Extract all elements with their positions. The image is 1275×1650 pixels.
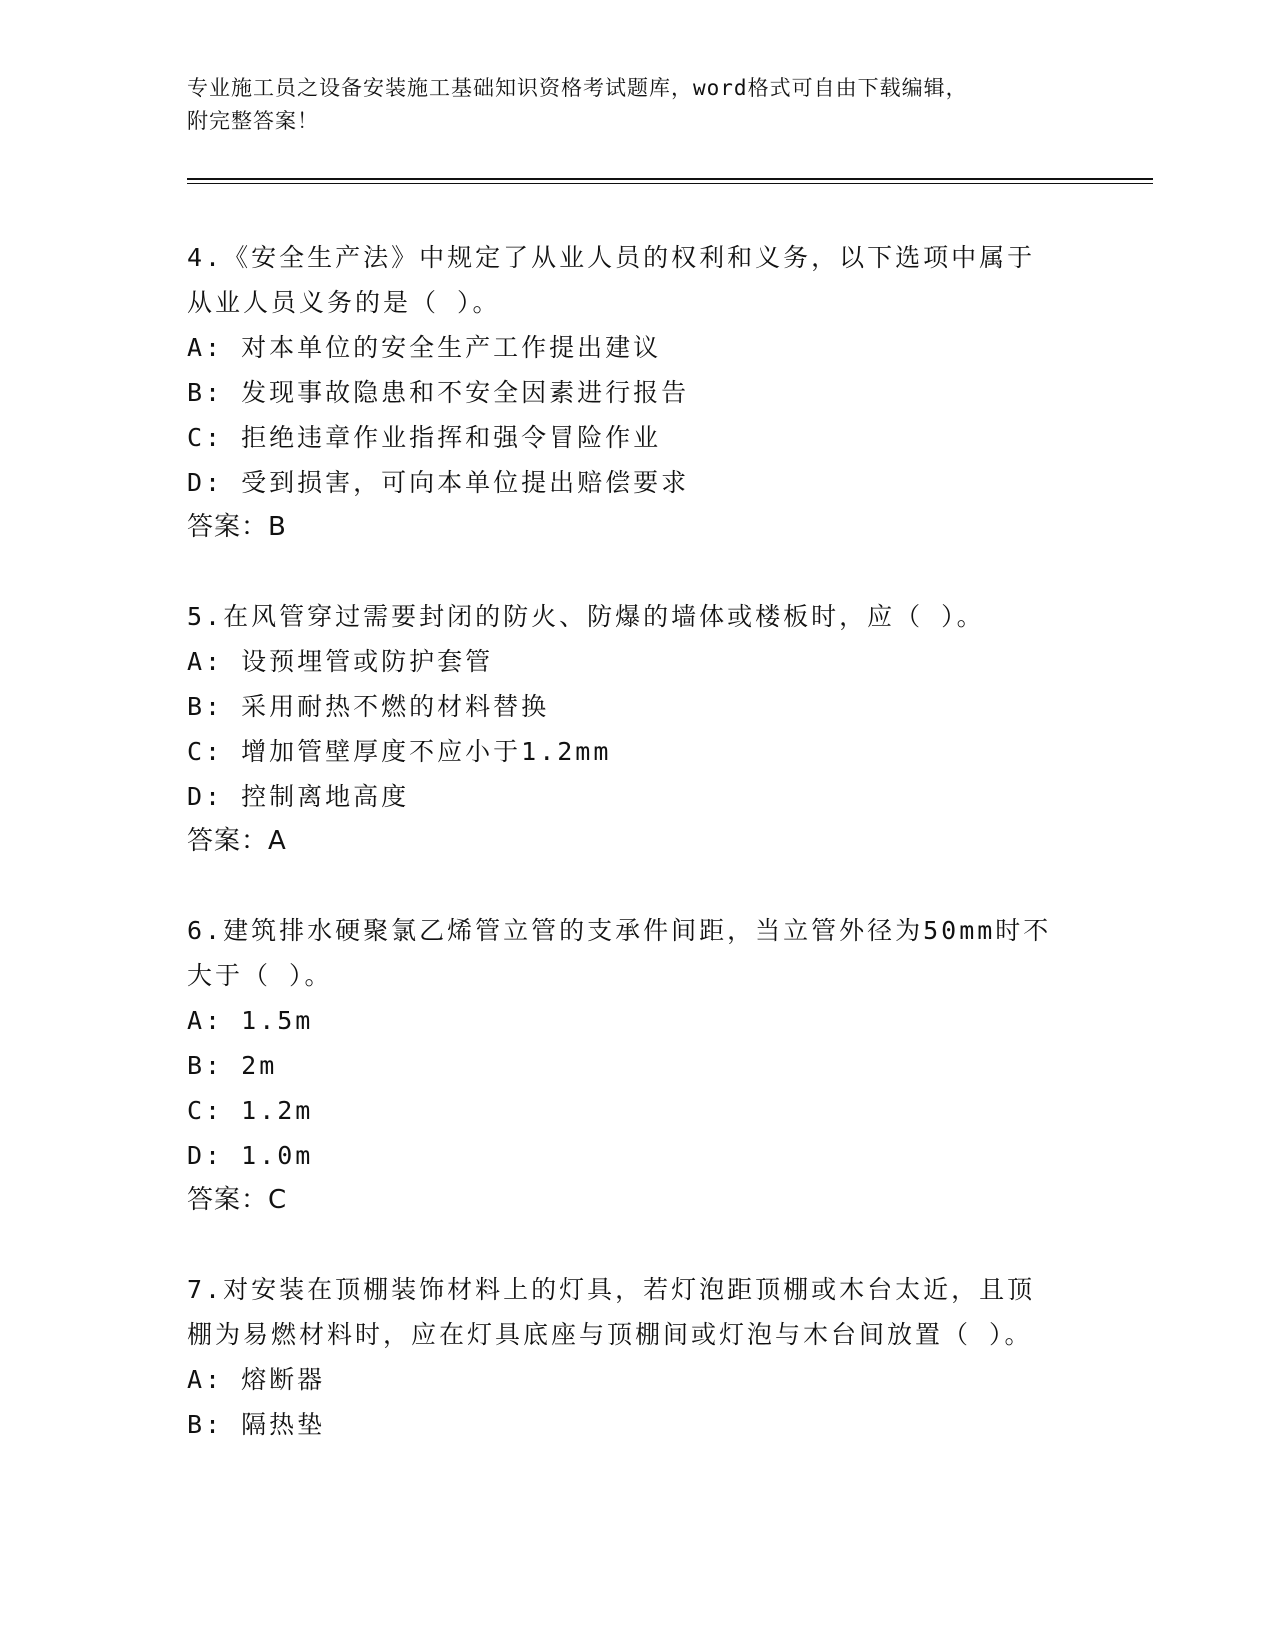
question-stem: 从业人员义务的是（ ）。 [187,288,501,317]
option-a: A: 熔断器 [187,1365,326,1394]
question-stem: 7.对安装在顶棚装饰材料上的灯具，若灯泡距顶棚或木台太近，且顶 [187,1275,1036,1304]
header-divider [187,178,1153,180]
answer: 答案：A [187,826,287,856]
answer: 答案：B [187,512,287,542]
option-c: C: 1.2m [187,1096,314,1125]
question-stem: 棚为易燃材料时，应在灯具底座与顶棚间或灯泡与木台间放置（ ）。 [187,1320,1033,1349]
question-stem: 4.《安全生产法》中规定了从业人员的权利和义务，以下选项中属于 [187,243,1036,272]
header-line-1: 专业施工员之设备安装施工基础知识资格考试题库，word格式可自由下载编辑， [187,76,968,100]
question-6 [187,908,1087,1223]
option-b: B: 2m [187,1051,278,1080]
option-c: C: 拒绝违章作业指挥和强令冒险作业 [187,423,662,452]
question-4 [187,235,1087,550]
question-stem: 5.在风管穿过需要封闭的防火、防爆的墙体或楼板时，应（ ）。 [187,602,985,631]
option-a: A: 对本单位的安全生产工作提出建议 [187,333,662,362]
header-divider-thin [187,183,1153,184]
question-stem: 大于（ ）。 [187,961,333,990]
header-line-2: 附完整答案！ [187,109,319,133]
option-b: B: 发现事故隐患和不安全因素进行报告 [187,378,690,407]
option-d: D: 1.0m [187,1141,314,1170]
option-a: A: 设预埋管或防护套管 [187,647,494,676]
answer: 答案：C [187,1185,288,1215]
option-a: A: 1.5m [187,1006,314,1035]
question-list [187,235,1087,1491]
option-d: D: 控制离地高度 [187,782,410,811]
question-5 [187,594,1087,864]
option-b: B: 隔热垫 [187,1410,326,1439]
question-stem: 6.建筑排水硬聚氯乙烯管立管的支承件间距，当立管外径为50mm时不 [187,916,1052,945]
option-d: D: 受到损害，可向本单位提出赔偿要求 [187,468,690,497]
option-c: C: 增加管壁厚度不应小于1.2mm [187,737,612,766]
question-7 [187,1267,1087,1447]
page-header [187,72,1087,138]
option-b: B: 采用耐热不燃的材料替换 [187,692,550,721]
